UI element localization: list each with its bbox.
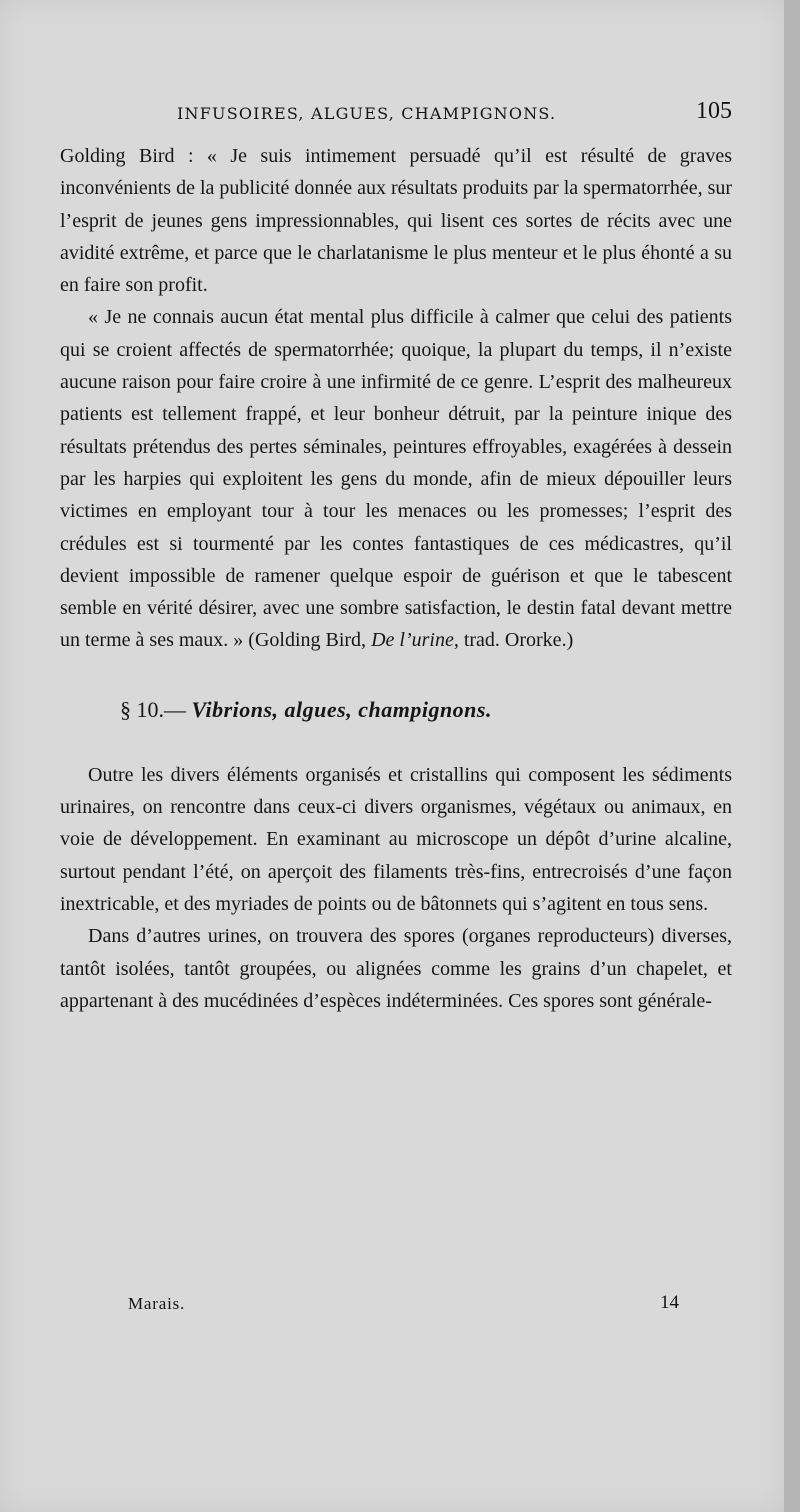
paragraph-mental-state-text: « Je ne connais aucun état mental plus difficile à calmer que celui des patients qui se croient affectés de spermatorrhée; quoique, la plupart du temps, il n’existe aucune raison pour faire croire à une infirmité de ce genre. L’esprit des malheureux patients est tellement frappé, et leur bonheur détruit, par la peinture inique des résultats prétendus des pertes séminales, peintures effroyables, exagérées à dessein par les harpies qui exploitent les gens du monde, afin de mieux dépouiller leurs victimes en employant tour à tour les menaces ou les promesses; l’esprit des crédules est si tourmenté par les contes fantastiques de ces médicastres, qu’il devient impossible de ramener quelque espoir de guérison et que le tabescent semble en vérité désirer, avec une sombre satisfaction, le destin fatal devant mettre un terme à ses maux. » (Golding Bird, [60,306,732,652]
section-number: § 10.— [120,696,186,722]
body-text [60,140,732,1017]
paragraph-spores: Dans d’autres urines, on trouvera des spores (organes reproducteurs) diverses, tantôt isolées, tantôt groupées, ou alignées comme les grains d’un chapelet, et appartenant à des mucédinées d’espèces indéterminées. Ces spores sont générale- [60,925,732,1012]
page-edge [784,0,800,1512]
page-number: 105 [696,98,732,124]
citation-translator: trad. Ororke.) [463,629,574,652]
running-head: INFUSOIRES, ALGUES, CHAMPIGNONS. [177,104,557,123]
sheet-number: 14 [660,1292,679,1313]
printer-signature: Marais. [128,1294,186,1313]
page-footer [60,1292,732,1322]
page-header [60,98,732,130]
section-heading [60,693,732,727]
section-title: Vibrions, algues, champignons. [191,696,492,722]
paragraph-golding-bird-quote-start: Golding Bird : « Je suis intimement persuadé qu’il est résulté de graves inconvénients de la publicité donnée aux résultats produits par la spermatorrhée, sur l’esprit de jeunes gens impressionnables, qui lisent ces sortes de récits avec une avidité extrême, et parce que le charlatanisme le plus menteur et le plus éhonté a su en faire son profit. [60,145,733,297]
citation-title: De l’urine, [371,629,459,652]
paragraph-mental-state [60,301,732,656]
paragraph-sediments: Outre les divers éléments organisés et cristallins qui composent les sédiments urinaires, on rencontre dans ceux-ci divers organismes, végétaux ou animaux, en voie de développement. En examinant au microscope un dépôt d’urine alcaline, surtout pendant l’été, on aperçoit des filaments très-fins, entrecroisés d’une façon inextricable, et des myriades de points ou de bâtonnets qui s’agitent en tous sens. [60,763,732,915]
